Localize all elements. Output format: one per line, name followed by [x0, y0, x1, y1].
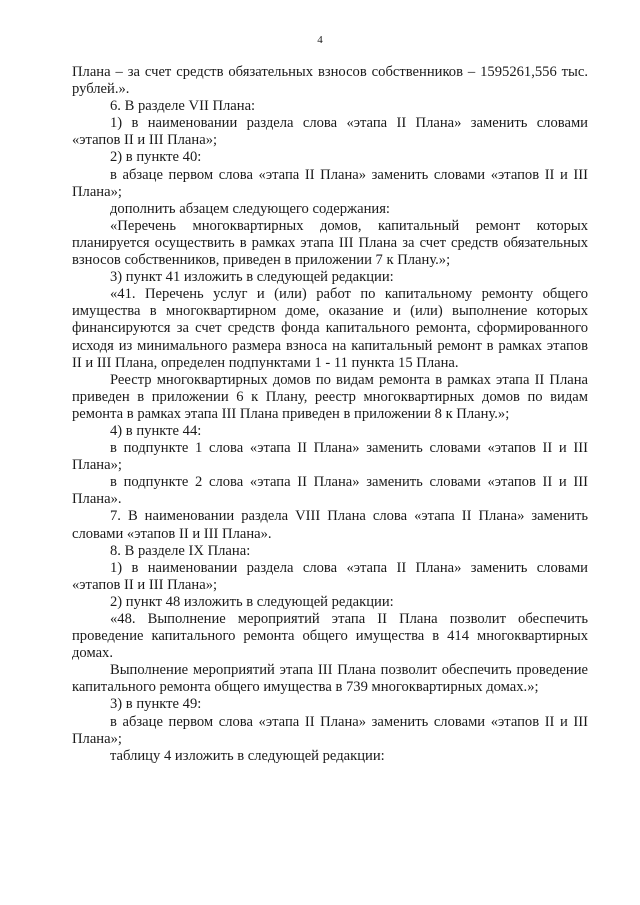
- page-number: 4: [317, 34, 323, 46]
- paragraph: 1) в наименовании раздела слова «этапа II Плана» заменить словами «этапов II и III Плана»;: [72, 115, 588, 149]
- document-body: [72, 64, 588, 765]
- paragraph: 8. В разделе IX Плана:: [110, 542, 251, 559]
- paragraph: 6. В разделе VII Плана:: [110, 98, 256, 115]
- paragraph: Плана – за счет средств обязательных взносов собственников – 1595261,556 тыс. рублей.».: [72, 64, 588, 98]
- paragraph: «Перечень многоквартирных домов, капитальный ремонт которых планируется осуществить в рамках этапа III Плана за счет средств обязательных взносов собственников, приведен в приложении 7 к Плану.»;: [72, 217, 588, 269]
- paragraph: 7. В наименовании раздела VIII Плана слова «этапа II Плана» заменить словами «этапов II и III Плана».: [72, 508, 588, 542]
- paragraph: в подпункте 2 слова «этапа II Плана» заменить словами «этапов II и III Плана».: [72, 474, 588, 508]
- paragraph: 2) в пункте 40:: [110, 149, 202, 166]
- paragraph: 1) в наименовании раздела слова «этапа II Плана» заменить словами «этапов II и III Плана»;: [72, 559, 588, 593]
- paragraph: в подпункте 1 слова «этапа II Плана» заменить словами «этапов II и III Плана»;: [72, 440, 588, 474]
- paragraph: дополнить абзацем следующего содержания:: [110, 200, 390, 217]
- paragraph: 3) пункт 41 изложить в следующей редакции:: [110, 269, 394, 286]
- paragraph: «41. Перечень услуг и (или) работ по капитальному ремонту общего имущества в многоквартирном доме, оказание и (или) выполнение которых финансируются за счет средств фонда капитального ремонта, сформированного исходя из минимального размера взноса на капитальный ремонт в рамках этапов II и III Плана, определен подпунктами 1 - 11 пункта 15 Плана.: [72, 286, 588, 371]
- paragraph: Выполнение мероприятий этапа III Плана позволит обеспечить проведение капитального ремонта общего имущества в 739 многоквартирных домах.»;: [72, 662, 588, 696]
- paragraph: 2) пункт 48 изложить в следующей редакции:: [110, 593, 394, 610]
- paragraph: таблицу 4 изложить в следующей редакции:: [110, 747, 385, 764]
- paragraph: Реестр многоквартирных домов по видам ремонта в рамках этапа II Плана приведен в приложении 6 к Плану, реестр многоквартирных домов по видам ремонта в рамках этапа III Плана приведен в приложении 8 к Плану.»;: [72, 371, 588, 422]
- paragraph: «48. Выполнение мероприятий этапа II Плана позволит обеспечить проведение капитального ремонта общего имущества в 414 многоквартирных домах.: [72, 611, 588, 662]
- paragraph: 4) в пункте 44:: [110, 422, 202, 439]
- paragraph: в абзаце первом слова «этапа II Плана» заменить словами «этапов II и III Плана»;: [72, 166, 588, 200]
- paragraph: в абзаце первом слова «этапа II Плана» заменить словами «этапов II и III Плана»;: [72, 713, 588, 747]
- paragraph: 3) в пункте 49:: [110, 696, 202, 713]
